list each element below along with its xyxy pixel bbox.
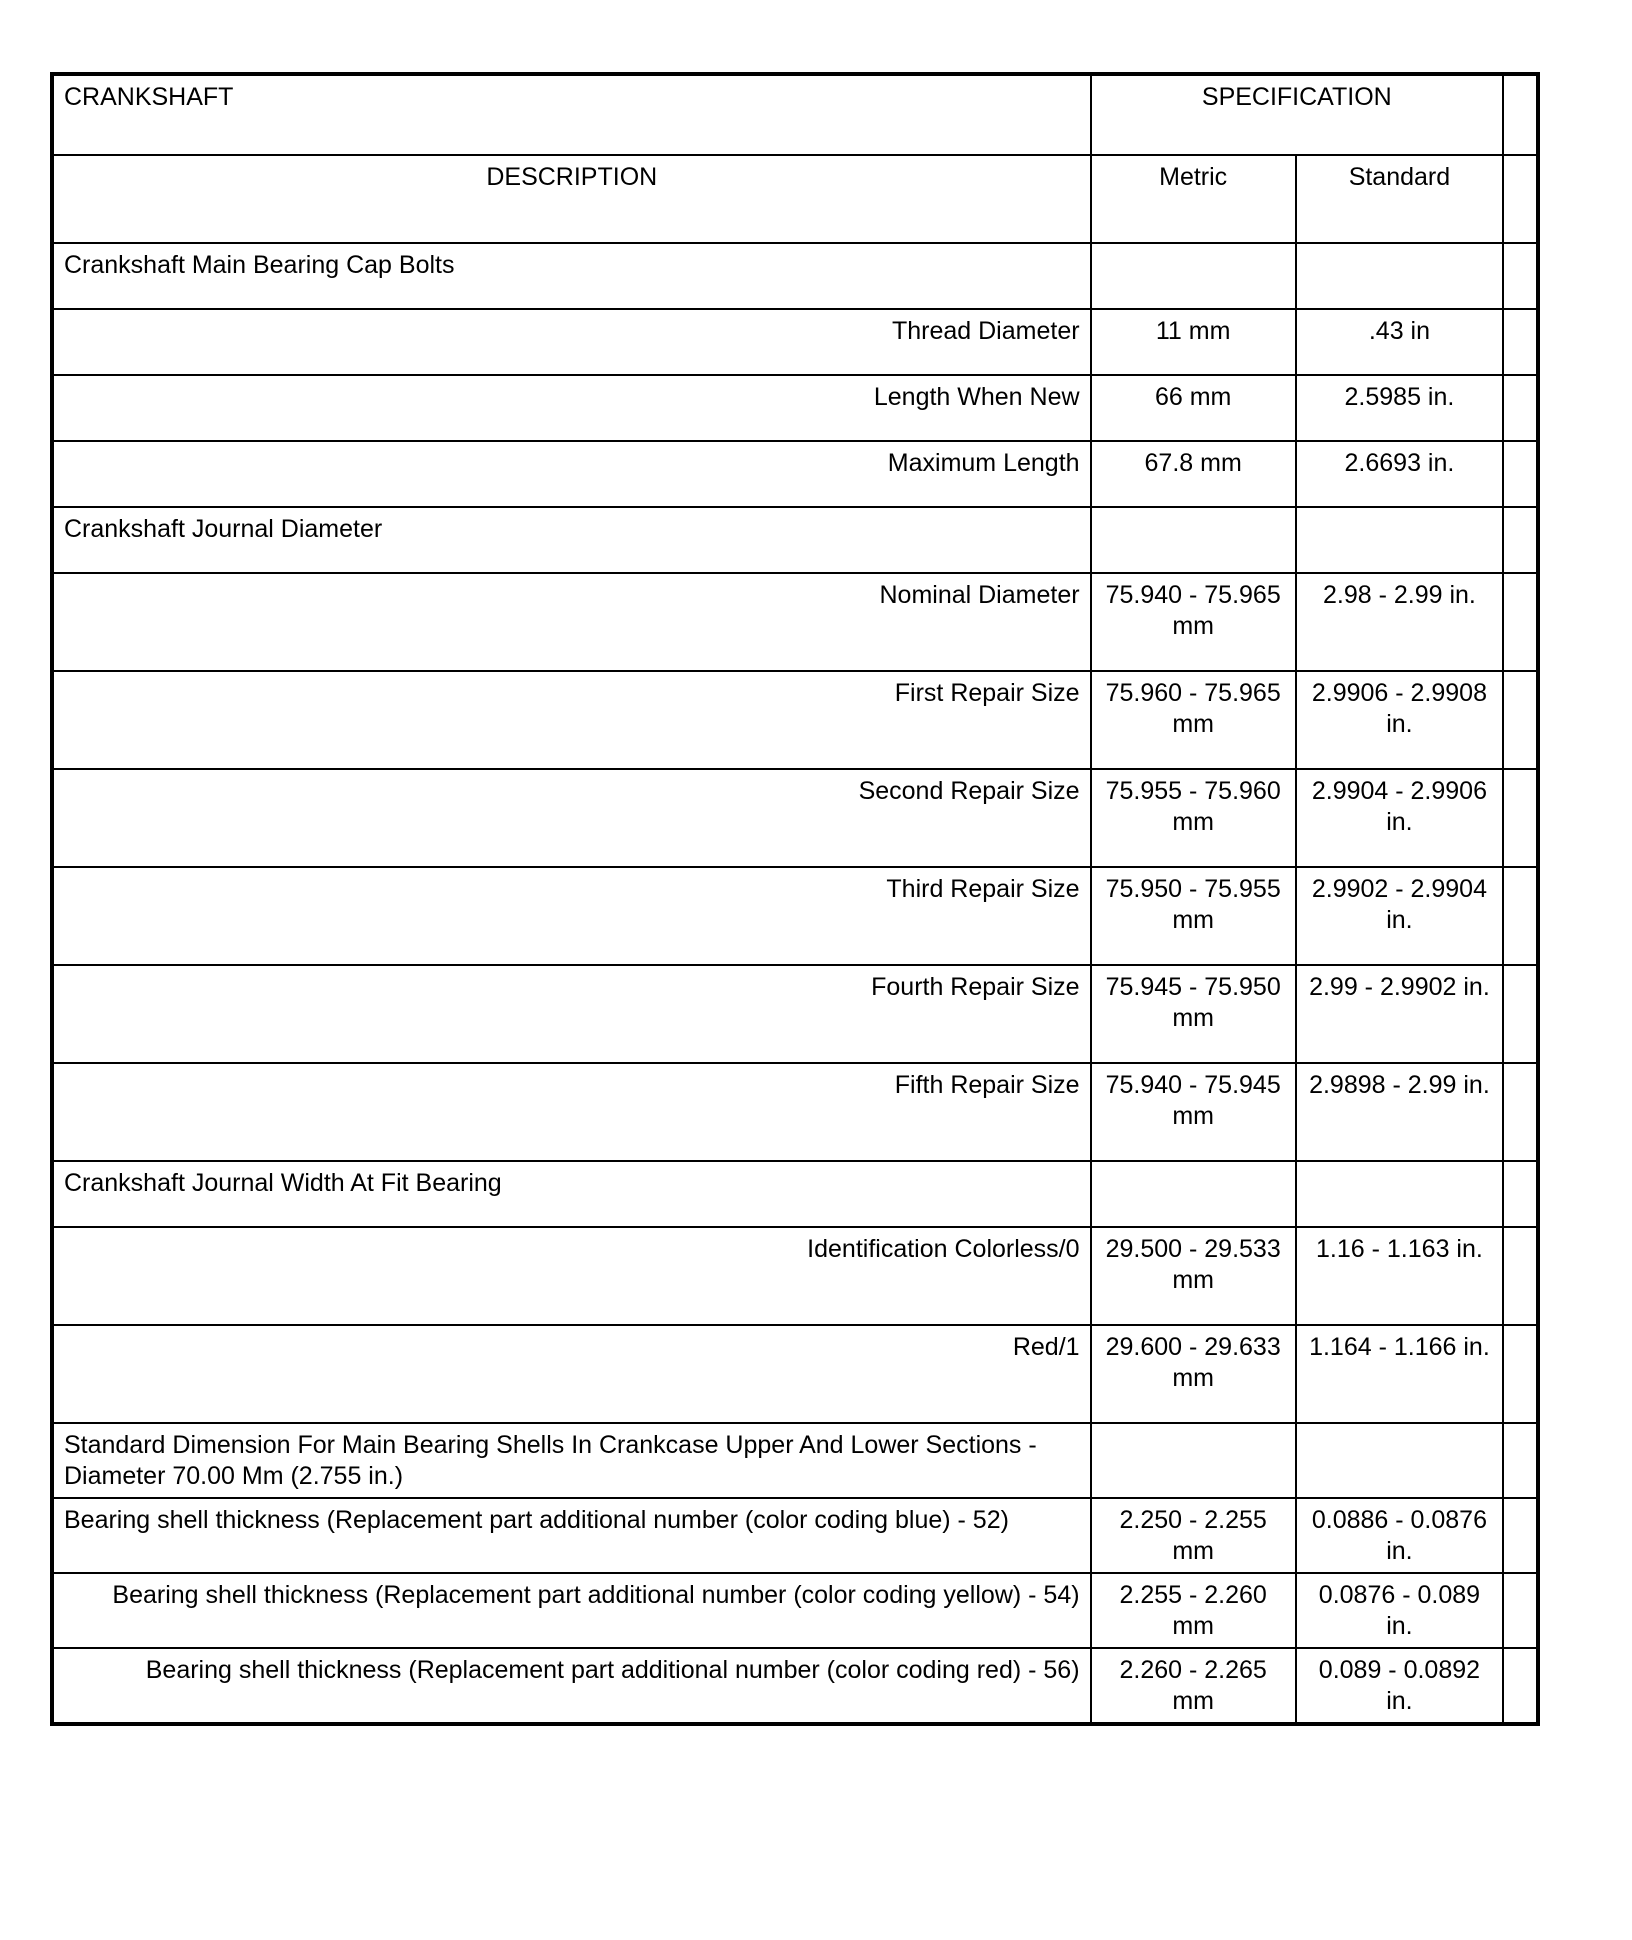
spec-rows	[52, 243, 1538, 1724]
row-standard-value: 2.9902 - 2.9904 in.	[1296, 867, 1503, 965]
row-metric-value	[1091, 507, 1296, 573]
table-row	[52, 1573, 1538, 1648]
row-item-label: Maximum Length	[52, 441, 1091, 507]
table-row	[52, 507, 1538, 573]
row-metric-value	[1091, 1423, 1296, 1498]
right-margin-cell	[1503, 155, 1538, 243]
row-standard-value: 1.164 - 1.166 in.	[1296, 1325, 1503, 1423]
row-standard-value: 2.9898 - 2.99 in.	[1296, 1063, 1503, 1161]
right-margin-cell	[1503, 243, 1538, 309]
row-item-label: Second Repair Size	[52, 769, 1091, 867]
table-row	[52, 1325, 1538, 1423]
right-margin-cell	[1503, 965, 1538, 1063]
row-metric-value: 11 mm	[1091, 309, 1296, 375]
row-group-label: Crankshaft Journal Width At Fit Bearing	[52, 1161, 1091, 1227]
right-margin-cell	[1503, 671, 1538, 769]
row-metric-value: 2.250 - 2.255 mm	[1091, 1498, 1296, 1573]
row-metric-value: 75.940 - 75.965 mm	[1091, 573, 1296, 671]
row-group-label: Crankshaft Main Bearing Cap Bolts	[52, 243, 1091, 309]
table-row-title	[52, 74, 1538, 155]
row-standard-value: 1.16 - 1.163 in.	[1296, 1227, 1503, 1325]
row-metric-value: 29.600 - 29.633 mm	[1091, 1325, 1296, 1423]
row-group-label: Bearing shell thickness (Replacement part additional number (color coding blue) - 52)	[52, 1498, 1091, 1573]
row-metric-value: 29.500 - 29.533 mm	[1091, 1227, 1296, 1325]
right-margin-cell	[1503, 1325, 1538, 1423]
row-metric-value: 66 mm	[1091, 375, 1296, 441]
row-item-label: Bearing shell thickness (Replacement part additional number (color coding red) - 56)	[52, 1648, 1091, 1724]
table-row	[52, 309, 1538, 375]
right-margin-cell	[1503, 1227, 1538, 1325]
right-margin-cell	[1503, 573, 1538, 671]
table-row	[52, 1227, 1538, 1325]
right-margin-cell	[1503, 769, 1538, 867]
specification-header: SPECIFICATION	[1091, 74, 1504, 155]
row-group-label: Crankshaft Journal Diameter	[52, 507, 1091, 573]
table-row	[52, 1063, 1538, 1161]
row-item-label: Third Repair Size	[52, 867, 1091, 965]
row-metric-value: 2.255 - 2.260 mm	[1091, 1573, 1296, 1648]
right-margin-cell	[1503, 1423, 1538, 1498]
row-standard-value: 2.9906 - 2.9908 in.	[1296, 671, 1503, 769]
row-standard-value: 2.9904 - 2.9906 in.	[1296, 769, 1503, 867]
table-row	[52, 671, 1538, 769]
row-standard-value: 0.0876 - 0.089 in.	[1296, 1573, 1503, 1648]
row-standard-value: 0.0886 - 0.0876 in.	[1296, 1498, 1503, 1573]
row-standard-value	[1296, 507, 1503, 573]
description-header: DESCRIPTION	[52, 155, 1091, 243]
right-margin-cell	[1503, 309, 1538, 375]
table-row	[52, 1161, 1538, 1227]
right-margin-cell	[1503, 1648, 1538, 1724]
right-margin-cell	[1503, 74, 1538, 155]
table-body	[52, 74, 1538, 243]
row-item-label: Nominal Diameter	[52, 573, 1091, 671]
right-margin-cell	[1503, 867, 1538, 965]
table-row	[52, 573, 1538, 671]
row-item-label: Bearing shell thickness (Replacement part additional number (color coding yellow) - 54)	[52, 1573, 1091, 1648]
row-standard-value: 2.99 - 2.9902 in.	[1296, 965, 1503, 1063]
row-item-label: Fourth Repair Size	[52, 965, 1091, 1063]
row-item-label: Identification Colorless/0	[52, 1227, 1091, 1325]
right-margin-cell	[1503, 507, 1538, 573]
right-margin-cell	[1503, 1573, 1538, 1648]
right-margin-cell	[1503, 1498, 1538, 1573]
row-standard-value: .43 in	[1296, 309, 1503, 375]
column-header-metric: Metric	[1091, 155, 1296, 243]
row-standard-value: 2.5985 in.	[1296, 375, 1503, 441]
table-row	[52, 441, 1538, 507]
row-item-label: First Repair Size	[52, 671, 1091, 769]
row-standard-value	[1296, 1423, 1503, 1498]
row-item-label: Thread Diameter	[52, 309, 1091, 375]
row-metric-value: 75.945 - 75.950 mm	[1091, 965, 1296, 1063]
row-metric-value	[1091, 243, 1296, 309]
page-title: CRANKSHAFT	[52, 74, 1091, 155]
row-standard-value	[1296, 243, 1503, 309]
row-standard-value	[1296, 1161, 1503, 1227]
row-metric-value: 75.960 - 75.965 mm	[1091, 671, 1296, 769]
table-row	[52, 1498, 1538, 1573]
column-header-standard: Standard	[1296, 155, 1503, 243]
table-row	[52, 769, 1538, 867]
row-metric-value: 75.955 - 75.960 mm	[1091, 769, 1296, 867]
table-row	[52, 1648, 1538, 1724]
row-metric-value	[1091, 1161, 1296, 1227]
right-margin-cell	[1503, 441, 1538, 507]
table-row	[52, 243, 1538, 309]
row-metric-value: 75.950 - 75.955 mm	[1091, 867, 1296, 965]
row-standard-value: 2.6693 in.	[1296, 441, 1503, 507]
row-item-label: Fifth Repair Size	[52, 1063, 1091, 1161]
table-row-headers	[52, 155, 1538, 243]
row-item-label: Length When New	[52, 375, 1091, 441]
row-metric-value: 67.8 mm	[1091, 441, 1296, 507]
table-row	[52, 867, 1538, 965]
row-metric-value: 2.260 - 2.265 mm	[1091, 1648, 1296, 1724]
row-metric-value: 75.940 - 75.945 mm	[1091, 1063, 1296, 1161]
row-standard-value: 0.089 - 0.0892 in.	[1296, 1648, 1503, 1724]
table-row	[52, 965, 1538, 1063]
table-row	[52, 375, 1538, 441]
specification-page	[50, 72, 1550, 1726]
row-item-label: Red/1	[52, 1325, 1091, 1423]
right-margin-cell	[1503, 1161, 1538, 1227]
right-margin-cell	[1503, 1063, 1538, 1161]
table-row	[52, 1423, 1538, 1498]
right-margin-cell	[1503, 375, 1538, 441]
row-group-label: Standard Dimension For Main Bearing Shells In Crankcase Upper And Lower Sections - Diameter 70.00 Mm (2.755 in.)	[52, 1423, 1091, 1498]
crankshaft-specification-table	[50, 72, 1540, 1726]
row-standard-value: 2.98 - 2.99 in.	[1296, 573, 1503, 671]
